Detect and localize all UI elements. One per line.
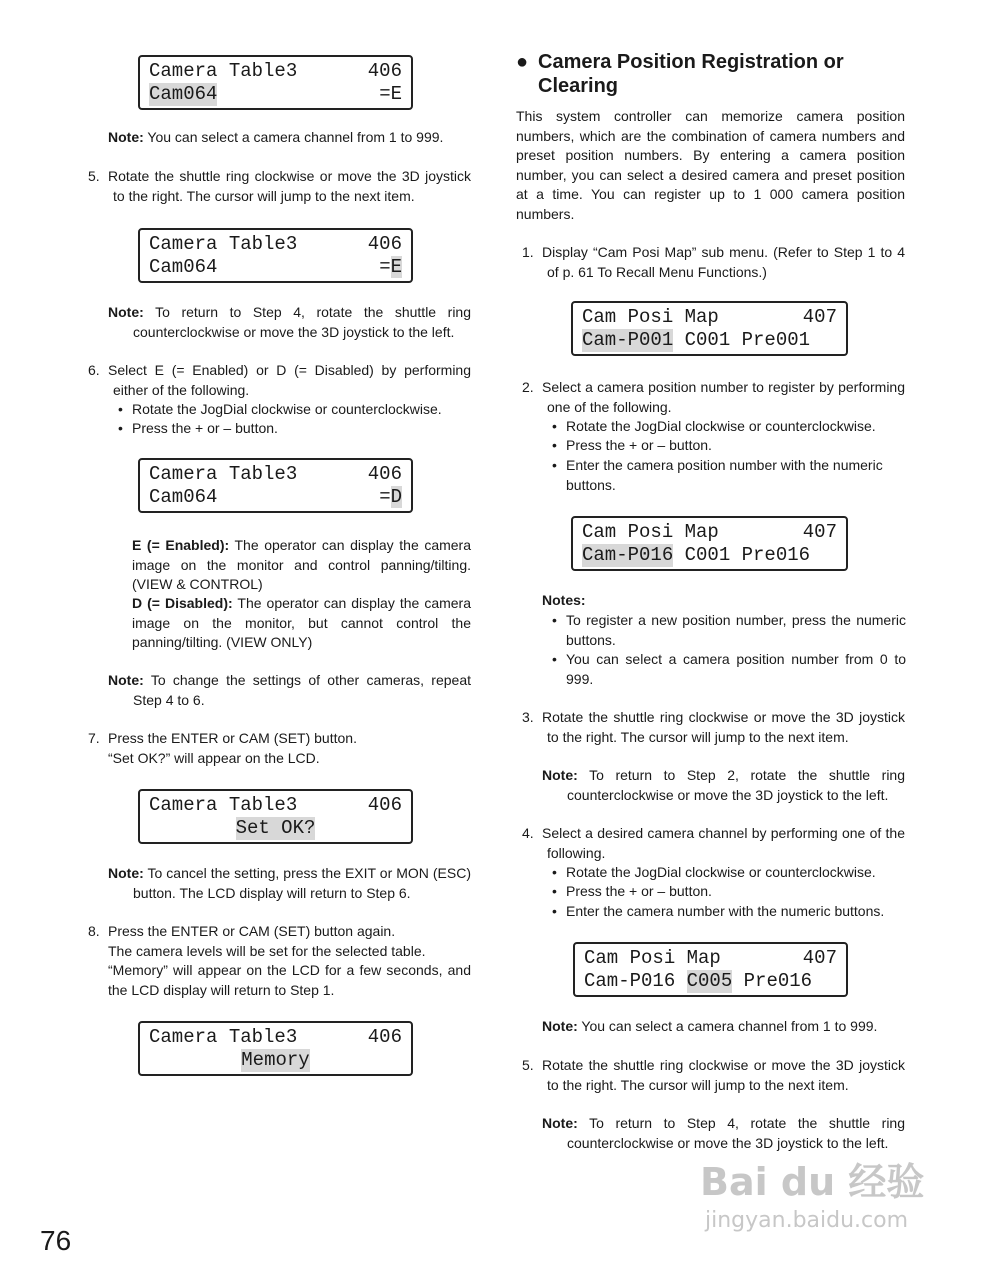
- lcd-text: 406: [367, 463, 402, 485]
- lcd-text: 407: [802, 947, 837, 969]
- step-text: Rotate the shuttle ring clockwise or move the 3D joystick to the right. The cursor will jump to the next item.: [542, 1057, 905, 1093]
- lcd-text: =: [379, 486, 391, 508]
- step-text: Select E (= Enabled) or D (= Disabled) by performing either of the following.: [108, 362, 471, 398]
- definition-disabled: [132, 594, 471, 653]
- bullet-item: • Enter the camera number with the numeric buttons.: [566, 902, 906, 922]
- lcd-display: [138, 1021, 413, 1076]
- step-number: 3.: [522, 709, 534, 725]
- lcd-text: Cam064: [149, 486, 218, 508]
- step-number: 4.: [522, 825, 534, 841]
- step-5: [522, 1056, 905, 1095]
- note-text: To return to Step 4, rotate the shuttle ring counterclockwise or move the 3D joystick to the left.: [133, 304, 472, 340]
- lcd-text: C001 Pre001: [673, 329, 811, 351]
- step-number: 8.: [88, 923, 100, 939]
- bullet-item: • Press the + or – button.: [566, 882, 906, 902]
- note: [542, 766, 905, 805]
- lcd-text: Camera Table3: [149, 463, 298, 485]
- lcd-text: Cam064: [149, 256, 218, 278]
- lcd-text: Pre016: [732, 970, 813, 992]
- definition-label: D (= Disabled):: [132, 595, 233, 611]
- step-text: Select a desired camera channel by performing one of the following.: [542, 825, 905, 861]
- note-text: To cancel the setting, press the EXIT or MON (ESC) button. The LCD display will return to Step 6.: [133, 865, 471, 901]
- heading-bullet: ●: [516, 51, 529, 73]
- lcd-text: 406: [367, 233, 402, 255]
- lcd-text: Cam Posi Map: [582, 306, 719, 328]
- step-text: Rotate the shuttle ring clockwise or move the 3D joystick to the right. The cursor will jump to the next item.: [542, 709, 905, 745]
- note-text: You can select a camera channel from 1 to 999.: [581, 1018, 878, 1034]
- bullet-item: • Rotate the JogDial clockwise or counterclockwise.: [132, 400, 472, 420]
- step-5: [88, 167, 471, 206]
- lcd-highlight: Cam064: [149, 83, 218, 105]
- step-text: Display “Cam Posi Map” sub menu. (Refer to Step 1 to 4 of p. 61 To Recall Menu Functions.): [542, 244, 905, 280]
- step-text: Rotate the shuttle ring clockwise or move the 3D joystick to the right. The cursor will jump to the next item.: [108, 168, 471, 204]
- bullet-item: • Rotate the JogDial clockwise or counterclockwise.: [566, 417, 906, 437]
- definition-label: E (= Enabled):: [132, 537, 230, 553]
- lcd-display: [138, 789, 413, 844]
- lcd-text: Camera Table3: [149, 233, 298, 255]
- lcd-text: 407: [802, 306, 837, 328]
- step-8: [88, 922, 471, 1000]
- note: [108, 864, 471, 903]
- lcd-display: [573, 942, 848, 997]
- note-text: To change the settings of other cameras, repeat Step 4 to 6.: [133, 672, 472, 708]
- step-1: [522, 243, 905, 282]
- step-3: [522, 708, 905, 747]
- definition-text: The operator can display the camera image on the monitor, but cannot control the panning/tilting. (VIEW ONLY): [132, 595, 472, 650]
- lcd-highlight: Cam-P016: [582, 544, 674, 566]
- step-text: Press the ENTER or CAM (SET) button again.: [108, 923, 396, 939]
- step-6: [88, 361, 471, 400]
- step-text: The camera levels will be set for the selected table.: [108, 942, 426, 959]
- step-number: 5.: [88, 168, 100, 184]
- bullet-item: • Press the + or – button.: [566, 436, 906, 456]
- definition-enabled: [132, 536, 471, 595]
- lcd-display: [138, 228, 413, 283]
- lcd-display: [571, 516, 848, 571]
- lcd-highlight: E: [390, 256, 402, 278]
- note: [108, 128, 471, 148]
- bullet-item: • You can select a camera position number from 0 to 999.: [566, 650, 906, 689]
- bullet-item: • Rotate the JogDial clockwise or counterclockwise.: [566, 863, 906, 883]
- lcd-highlight: Cam-P001: [582, 329, 674, 351]
- step-number: 1.: [522, 244, 534, 260]
- note-text: To return to Step 4, rotate the shuttle ring counterclockwise or move the 3D joystick to the left.: [567, 1115, 906, 1151]
- lcd-highlight: Set OK?: [235, 817, 316, 839]
- step-2: [522, 378, 905, 417]
- step-number: 6.: [88, 362, 100, 378]
- lcd-text: =: [379, 256, 391, 278]
- note-label: Note:: [108, 672, 144, 688]
- lcd-text: Camera Table3: [149, 794, 298, 816]
- lcd-text: Cam Posi Map: [582, 521, 719, 543]
- step-7: [88, 729, 471, 768]
- lcd-text: 406: [367, 794, 402, 816]
- bullet-item: • Enter the camera position number with the numeric buttons.: [566, 456, 906, 495]
- lcd-text: Cam Posi Map: [584, 947, 721, 969]
- notes-label: Notes:: [542, 592, 586, 608]
- note-label: Note:: [108, 129, 144, 145]
- lcd-highlight: D: [390, 486, 402, 508]
- lcd-text: Camera Table3: [149, 1026, 298, 1048]
- lcd-highlight: Memory: [241, 1049, 310, 1071]
- lcd-text: Cam-P016: [584, 970, 687, 992]
- note-label: Note:: [108, 865, 144, 881]
- lcd-display: [571, 301, 848, 356]
- note-label: Note:: [108, 304, 144, 320]
- heading-text: Clearing: [538, 75, 619, 97]
- watermark-url: jingyan.baidu.com: [705, 1208, 909, 1233]
- note-label: Note:: [542, 767, 578, 783]
- lcd-text: 406: [367, 1026, 402, 1048]
- lcd-display: [138, 55, 413, 110]
- page-number: 76: [40, 1225, 72, 1256]
- note: [108, 303, 471, 342]
- section-heading: [516, 50, 936, 98]
- step-4: [522, 824, 905, 863]
- lcd-text: =E: [379, 83, 402, 105]
- note: [542, 1017, 905, 1037]
- definition-text: The operator can display the camera image on the monitor and control panning/tilting. (VIEW & CONTROL): [132, 537, 472, 592]
- bullet-item: • To register a new position number, press the numeric buttons.: [566, 611, 906, 650]
- lcd-display: [138, 458, 413, 513]
- lcd-text: 406: [367, 60, 402, 82]
- note-text: To return to Step 2, rotate the shuttle ring counterclockwise or move the 3D joystick to the left.: [567, 767, 906, 803]
- lcd-text: C001 Pre016: [673, 544, 811, 566]
- step-text: “Memory” will appear on the LCD for a few seconds, and the LCD display will return to Step 1.: [108, 962, 471, 998]
- lcd-text: 407: [802, 521, 837, 543]
- note-text: You can select a camera channel from 1 to 999.: [147, 129, 444, 145]
- lcd-text: Camera Table3: [149, 60, 298, 82]
- intro-paragraph: This system controller can memorize camera position numbers, which are the combination of camera numbers and preset position numbers. By entering a camera position number, you can select a desired camera and preset position at a time. You can register up to 1 000 camera position numbers.: [516, 108, 905, 222]
- note: [108, 671, 471, 710]
- step-number: 7.: [88, 730, 100, 746]
- step-text: Select a camera position number to register by performing one of the following.: [542, 379, 905, 415]
- step-text: Press the ENTER or CAM (SET) button.: [108, 730, 357, 746]
- step-text: “Set OK?” will appear on the LCD.: [108, 749, 320, 766]
- bullet-item: • Press the + or – button.: [132, 419, 472, 439]
- note-label: Note:: [542, 1115, 578, 1131]
- note: [542, 1114, 905, 1153]
- step-number: 2.: [522, 379, 534, 395]
- heading-text: Camera Position Registration or: [538, 51, 844, 73]
- lcd-highlight: C005: [686, 970, 733, 992]
- note-label: Note:: [542, 1018, 578, 1034]
- step-number: 5.: [522, 1057, 534, 1073]
- watermark-logo: Bai du 经验: [700, 1160, 925, 1204]
